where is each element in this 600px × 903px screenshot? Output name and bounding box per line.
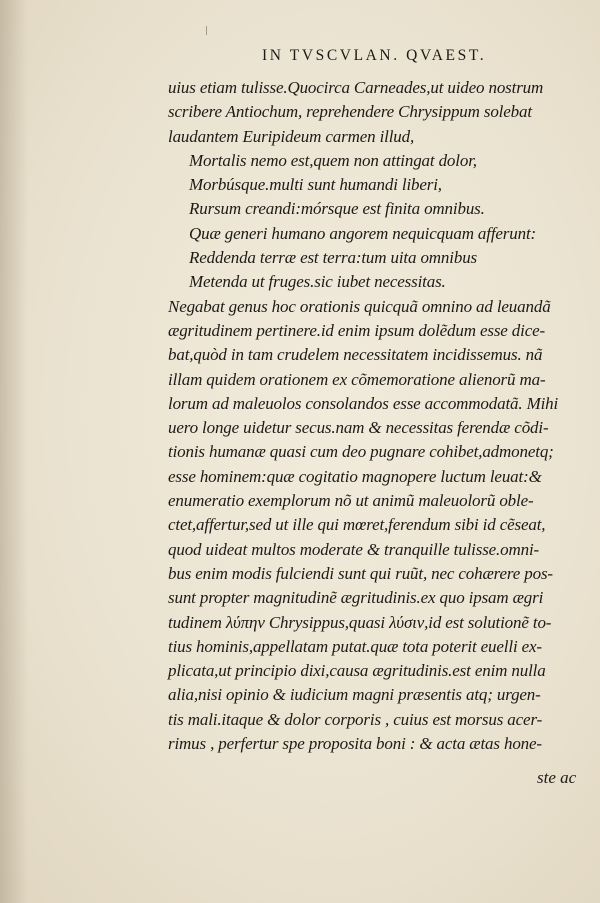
catchword: ste ac	[537, 768, 577, 787]
verse-line: Mortalis nemo est,quem non attingat dolor,	[189, 150, 477, 170]
text-line: ægritudinem pertinere.id enim ipsum dolẽdum esse dice-	[168, 320, 546, 340]
text-line: alia,nisi opinio & iudicium magni præsentis atq; urgen-	[168, 685, 541, 705]
verse-line: Morbúsque.multi sunt humandi liberi,	[189, 175, 442, 195]
text-line: uero longe uidetur secus.nam & necessitas ferendæ cõdi-	[168, 418, 549, 438]
text-line: rimus , perfertur spe proposita boni : & acta ætas hone-	[168, 734, 542, 754]
text-line: quod uideat multos moderate & tranquille tulisse.omni-	[168, 539, 540, 559]
text-line: lorum ad maleuolos consolandos esse accommodatã. Mihi	[168, 393, 559, 413]
text-line: tionis humanæ quasi cum deo pugnare cohibet,admonetq;	[168, 442, 554, 462]
text-line: tudinem λύπην Chrysippus,quasi λύσιν,id est solutionẽ to-	[168, 612, 552, 632]
text-line: ctet,affertur,sed ut ille qui mœret,ferendum sibi id cẽseat,	[168, 515, 546, 535]
text-line: plicata,ut principio dixi,causa ægritudinis.est enim nulla	[168, 661, 546, 681]
text-block	[168, 76, 578, 756]
text-line: Negabat genus hoc orationis quicquã omnino ad leuandã	[168, 296, 551, 316]
text-line: bat,quòd in tam crudelem necessitatem incidissemus. nã	[168, 345, 543, 365]
verse-line: Quæ generi humano angorem nequicquam afferunt:	[189, 223, 537, 243]
paper-mark	[206, 26, 207, 35]
text-line: tis mali.itaque & dolor corporis , cuius est morsus acer-	[168, 709, 543, 729]
gutter-shadow	[0, 0, 28, 903]
running-head: IN TVSCVLAN. QVAEST.	[262, 47, 487, 64]
text-line: esse hominem:quæ cogitatio magnopere luctum leuat:&	[168, 466, 542, 486]
verse-line: Metenda ut fruges.sic iubet necessitas.	[189, 272, 446, 292]
text-line: laudantem Euripideum carmen illud,	[168, 126, 415, 146]
text-line: enumeratio exemplorum nõ ut animũ maleuolorũ oble-	[168, 491, 534, 511]
text-line: uius etiam tulisse.Quocirca Carneades,ut uideo nostrum	[168, 78, 544, 97]
text-line: scribere Antiochum, reprehendere Chrysippum solebat	[168, 102, 532, 122]
verse-line: Rursum creandi:mórsque est finita omnibus.	[189, 199, 485, 219]
verse-line: Reddenda terræ est terra:tum uita omnibus	[189, 248, 478, 268]
text-line: illam quidem orationem ex cõmemoratione alienorũ ma-	[168, 369, 546, 389]
text-line: sunt propter magnitudinẽ ægritudinis.ex quo ipsam ægri	[168, 588, 544, 608]
text-line: bus enim modis fulciendi sunt qui ruũt, nec cohærere pos-	[168, 563, 553, 583]
text-line: tius hominis,appellatam putat.quæ tota poterit euelli ex-	[168, 636, 542, 656]
